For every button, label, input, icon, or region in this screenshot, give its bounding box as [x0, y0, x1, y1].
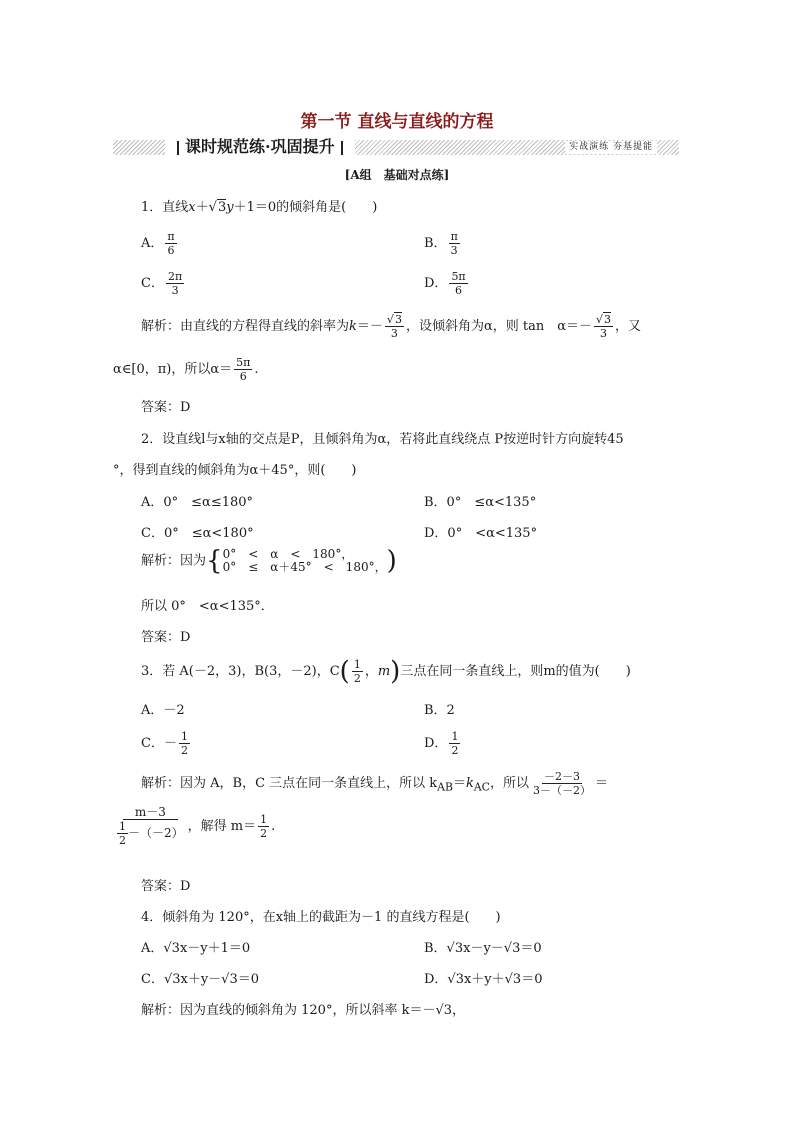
- q2-sol-a: 解析：因为: [141, 553, 207, 569]
- q1-stem-tail: 的倾斜角是( ): [276, 200, 378, 215]
- q4-option-b: B．√3x－y－√3＝0: [424, 941, 542, 956]
- q1-a-den: 6: [167, 244, 175, 257]
- q4-option-d: D．√3x＋y＋√3＝0: [424, 972, 543, 987]
- q1-a-num: π: [167, 230, 175, 243]
- q1-sol-a: 解析：由直线的方程得直线的斜率为: [141, 319, 350, 334]
- q3-option-a: A．－2: [141, 703, 185, 718]
- q3-sol-a: 解析：因为 A，B，C 三点在同一条直线上，所以 k: [141, 776, 438, 791]
- q1-option-c: [141, 270, 186, 297]
- section-banner: [113, 137, 679, 156]
- banner-slogan: 实战演练 夯基提能: [565, 141, 657, 154]
- q3-frac-num: －2－3: [543, 770, 580, 783]
- q1-c-label: C．: [141, 276, 164, 291]
- q1-stem: 1．直线x＋√ 3y＋1＝0的倾斜角是( ): [141, 196, 377, 215]
- q2-answer: 答案：D: [141, 630, 191, 645]
- q3-big-num: m－3: [123, 806, 178, 820]
- q2-solution-system: 解析：因为{ 0° < α < 180°， 0° ≤ α＋45° < 180°， ): [141, 546, 397, 576]
- q3-frac-den: 3－（－2）: [532, 784, 591, 797]
- q4-stem: 4．倾斜角为 120°，在x轴上的截距为－1 的直线方程是( ): [141, 910, 501, 925]
- q1-d-num: 5π: [451, 270, 466, 283]
- banner-label: 课时规范练·巩固提升: [185, 137, 335, 156]
- q1-b-den: 3: [450, 244, 458, 257]
- q1-c-num: 2π: [167, 270, 183, 283]
- q3-c-label: C．－: [141, 736, 177, 751]
- q2-option-a: A．0° ≤α≤180°: [141, 495, 254, 510]
- q2-stem-line1: 2．设直线l与x轴的交点是P，且倾斜角为α，若将此直线绕点 P按逆时针方向旋转45: [141, 432, 624, 447]
- group-label: [A组 基础对点练]: [344, 168, 450, 182]
- q3-option-c: C．－ $\frac{1}{2}$: [141, 730, 188, 757]
- q2-option-b: B．0° ≤α<135°: [424, 495, 537, 510]
- q3-option-b: B．2: [424, 703, 455, 718]
- left-brace: {: [206, 546, 223, 576]
- q3-sol-b: ，所以: [489, 776, 529, 791]
- q1-d-label: D．: [424, 276, 448, 291]
- q3-sol-c: ＝: [594, 776, 608, 791]
- q1-answer: 答案：D: [141, 400, 191, 415]
- q3-sol-d: ，解得 m＝: [187, 819, 257, 834]
- q1-option-b: [424, 230, 462, 257]
- q1-sol-c: ，又: [615, 319, 642, 334]
- q2-option-c: C．0° ≤α<180°: [141, 526, 254, 541]
- q1-stem-text: 1．直线: [141, 200, 189, 215]
- q1-c-den: 3: [171, 284, 179, 297]
- q4-option-c: C．√3x＋y－√3＝0: [141, 972, 260, 987]
- section-title: 第一节 直线与直线的方程: [300, 112, 494, 132]
- banner-label-wrap: [165, 137, 355, 157]
- q3-option-d: D． $\frac{1}{2}$: [424, 730, 459, 757]
- q4-option-a: A．√3x－y＋1＝0: [141, 941, 251, 956]
- q3-stem-a: 3．若 A(－2，3)，B(3，－2)，C: [141, 664, 340, 679]
- q1-solution-line1: 解析：由直线的方程得直线的斜率为k＝－ √ $\frac{3}{3}$ ，设倾斜角为α，则 tan α＝－ √ $\frac{3}{3}$ ，又: [141, 313, 641, 340]
- q3-stem-b: 三点在同一条直线上，则m的值为( ): [400, 664, 631, 679]
- q3-solution-line1: 解析：因为 A，B，C 三点在同一条直线上，所以 $k_{AB}=k_{AC}$，所以 $\frac{-2-3}{3-(-2)}$ ＝: [141, 770, 608, 797]
- q2-stem-line2: °，得到直线的倾斜角为α＋45°，则( ): [113, 463, 357, 478]
- q2-solution-result: 所以 0° <α<135°．: [141, 599, 274, 614]
- q2-sys-1: 0° < α < 180°，: [222, 547, 354, 561]
- q3-d-label: D．: [424, 736, 448, 751]
- q1-option-d: [424, 270, 470, 297]
- q1-d-den: 6: [455, 284, 463, 297]
- q1-solution-line2: α∈[0，π)，所以α＝ $\frac{5\pi}{6}$ .: [113, 356, 259, 383]
- banner-bar-right: [341, 141, 343, 155]
- q1-b-num: π: [450, 230, 458, 243]
- q2-sys-2: 0° ≤ α＋45° < 180°，: [222, 560, 387, 574]
- q3-answer: 答案：D: [141, 879, 191, 894]
- q1-a-label: A．: [141, 236, 164, 251]
- q3-solution-line2: m－3 $\frac{1}{2}$ －（－2） ，解得 m＝ $\frac{1}{2}$ .: [119, 805, 276, 847]
- q4-solution: 解析：因为直线的倾斜角为 120°，所以斜率 k＝－√3，: [141, 1003, 466, 1018]
- sqrt-symbol: [209, 200, 217, 215]
- banner-bar-left: [177, 141, 179, 155]
- q3-stem: 3．若 A(－2，3)，B(3，－2)，C( $\frac{1}{2}$ ，m)三点在同一条直线上，则m的值为( ): [141, 656, 631, 687]
- q1-sol-d: α∈[0，π)，所以α＝: [113, 362, 233, 377]
- q1-sol-b: ，设倾斜角为α，则 tan α＝－: [405, 319, 592, 334]
- q1-option-a: [141, 230, 179, 257]
- q2-option-d: D．0° <α<135°: [424, 526, 538, 541]
- q1-b-label: B．: [424, 236, 447, 251]
